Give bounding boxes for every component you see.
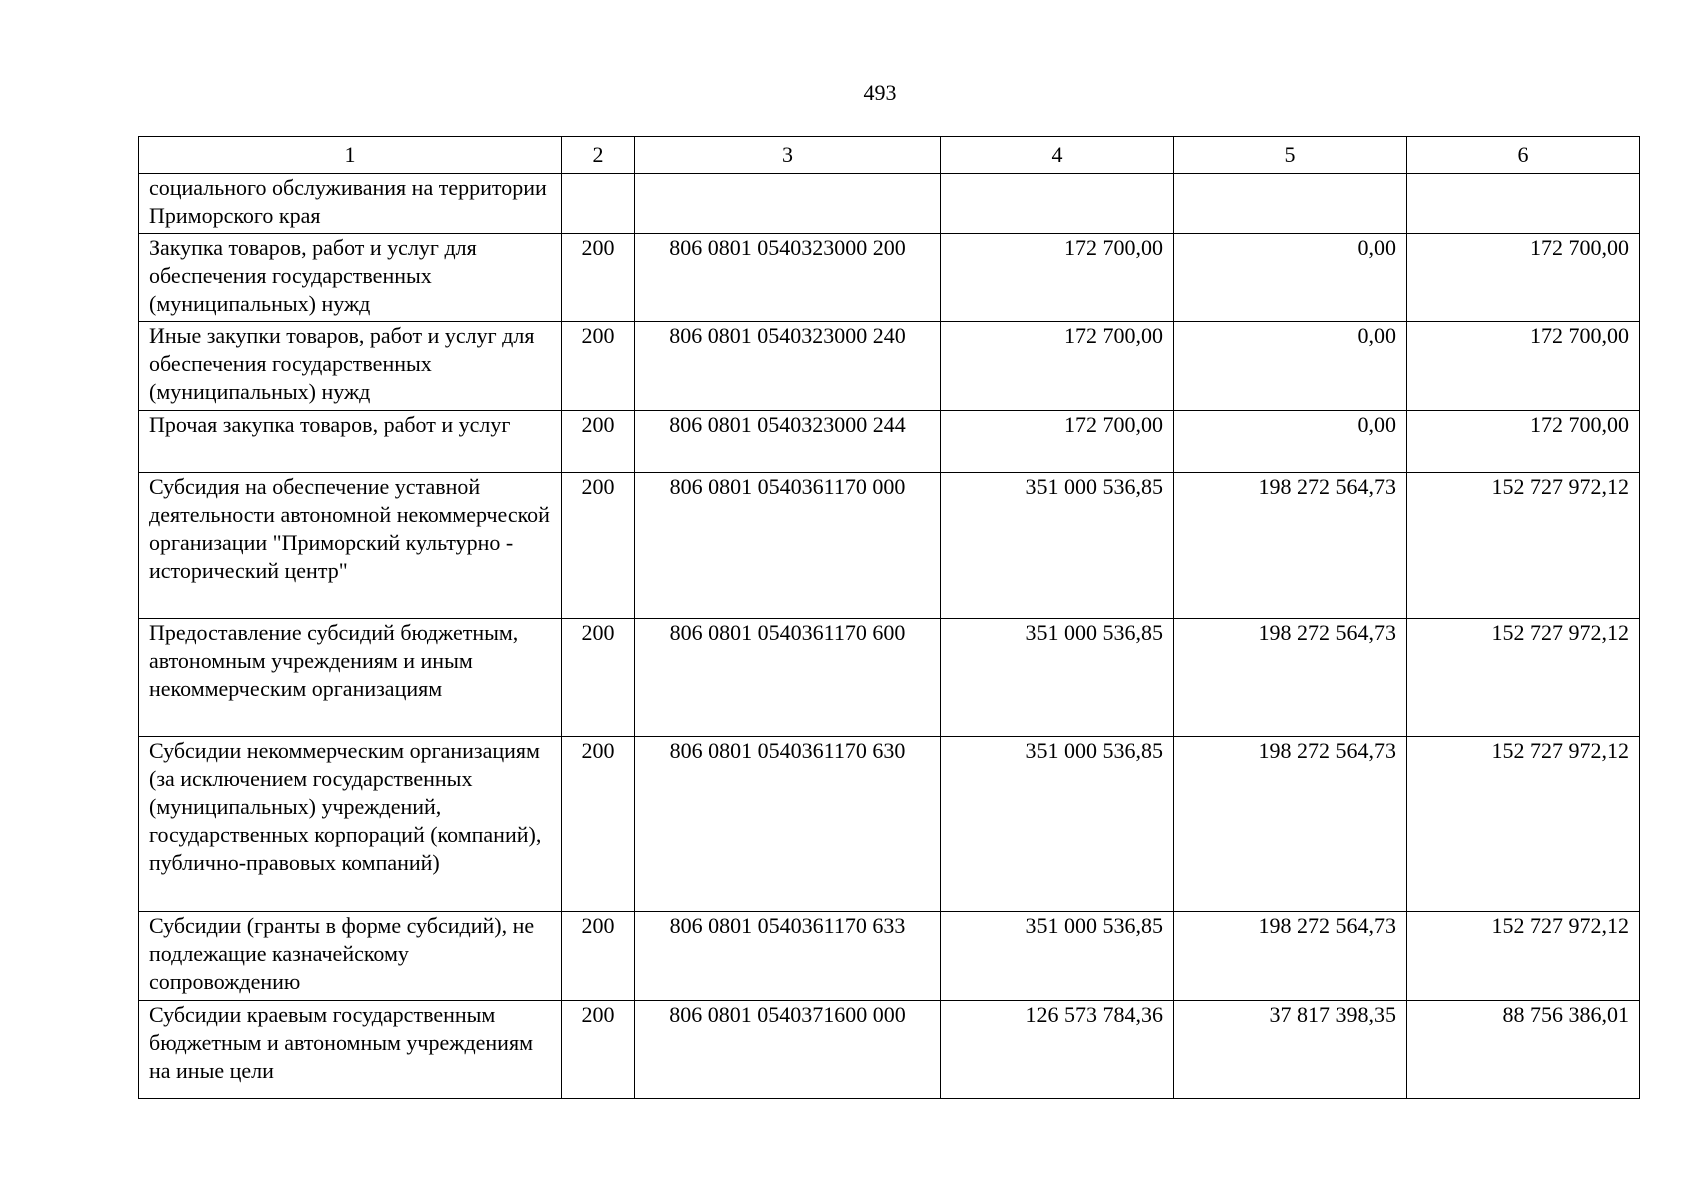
row-code <box>635 174 941 234</box>
row-col-4: 126 573 784,36 <box>941 1001 1174 1099</box>
table-row <box>139 619 1640 737</box>
row-code: 806 0801 0540361170 630 <box>635 737 941 912</box>
row-code: 806 0801 0540361170 600 <box>635 619 941 737</box>
header-col-2: 2 <box>562 137 635 174</box>
row-col-4: 351 000 536,85 <box>941 619 1174 737</box>
row-col-4: 172 700,00 <box>941 234 1174 322</box>
row-code: 806 0801 0540361170 633 <box>635 912 941 1001</box>
row-col-4: 351 000 536,85 <box>941 473 1174 619</box>
row-col-2: 200 <box>562 619 635 737</box>
row-col-4: 172 700,00 <box>941 411 1174 473</box>
row-name: Предоставление субсидий бюджетным, автономным учреждениям и иным некоммерческим организациям <box>139 619 562 737</box>
row-code: 806 0801 0540323000 244 <box>635 411 941 473</box>
row-name: Иные закупки товаров, работ и услуг для обеспечения государственных (муниципальных) нужд <box>139 322 562 411</box>
row-code: 806 0801 0540323000 200 <box>635 234 941 322</box>
header-col-3: 3 <box>635 137 941 174</box>
row-name: Субсидия на обеспечение уставной деятельности автономной некоммерческой организации "Приморский культурно - исторический центр" <box>139 473 562 619</box>
row-col-6: 152 727 972,12 <box>1407 737 1640 912</box>
header-col-4: 4 <box>941 137 1174 174</box>
table-row <box>139 912 1640 1001</box>
row-col-6: 88 756 386,01 <box>1407 1001 1640 1099</box>
row-col-4: 172 700,00 <box>941 322 1174 411</box>
row-name: социального обслуживания на территории Приморского края <box>139 174 562 234</box>
row-col-6: 152 727 972,12 <box>1407 912 1640 1001</box>
row-col-6: 152 727 972,12 <box>1407 619 1640 737</box>
row-col-2: 200 <box>562 737 635 912</box>
row-code: 806 0801 0540371600 000 <box>635 1001 941 1099</box>
row-col-4 <box>941 174 1174 234</box>
row-col-4: 351 000 536,85 <box>941 737 1174 912</box>
row-col-2: 200 <box>562 1001 635 1099</box>
table-row <box>139 234 1640 322</box>
row-col-4: 351 000 536,85 <box>941 912 1174 1001</box>
row-name: Прочая закупка товаров, работ и услуг <box>139 411 562 473</box>
row-col-5: 198 272 564,73 <box>1174 619 1407 737</box>
table-row <box>139 1001 1640 1099</box>
table-row <box>139 473 1640 619</box>
row-col-6: 172 700,00 <box>1407 234 1640 322</box>
row-col-5: 198 272 564,73 <box>1174 473 1407 619</box>
budget-table <box>138 136 1640 1099</box>
page-number: 493 <box>863 80 897 105</box>
row-name: Субсидии (гранты в форме субсидий), не подлежащие казначейскому сопровождению <box>139 912 562 1001</box>
row-col-6: 172 700,00 <box>1407 322 1640 411</box>
table-row <box>139 322 1640 411</box>
table-row <box>139 411 1640 473</box>
header-col-6: 6 <box>1407 137 1640 174</box>
row-col-2: 200 <box>562 411 635 473</box>
row-col-5: 198 272 564,73 <box>1174 737 1407 912</box>
row-col-5: 0,00 <box>1174 234 1407 322</box>
row-name: Субсидии некоммерческим организациям (за исключением государственных (муниципальных) учреждений, государственных корпораций (компаний), публично-правовых компаний) <box>139 737 562 912</box>
row-col-5 <box>1174 174 1407 234</box>
row-col-5: 0,00 <box>1174 411 1407 473</box>
header-col-5: 5 <box>1174 137 1407 174</box>
row-col-5: 198 272 564,73 <box>1174 912 1407 1001</box>
row-name: Субсидии краевым государственным бюджетным и автономным учреждениям на иные цели <box>139 1001 562 1099</box>
row-col-6: 172 700,00 <box>1407 411 1640 473</box>
row-col-2: 200 <box>562 473 635 619</box>
header-row <box>139 137 1640 174</box>
row-col-6 <box>1407 174 1640 234</box>
table-row <box>139 174 1640 234</box>
row-col-2: 200 <box>562 912 635 1001</box>
row-col-2: 200 <box>562 234 635 322</box>
row-code: 806 0801 0540361170 000 <box>635 473 941 619</box>
header-col-1: 1 <box>139 137 562 174</box>
row-col-5: 0,00 <box>1174 322 1407 411</box>
row-code: 806 0801 0540323000 240 <box>635 322 941 411</box>
row-col-2 <box>562 174 635 234</box>
row-name: Закупка товаров, работ и услуг для обеспечения государственных (муниципальных) нужд <box>139 234 562 322</box>
row-col-5: 37 817 398,35 <box>1174 1001 1407 1099</box>
row-col-6: 152 727 972,12 <box>1407 473 1640 619</box>
table-row <box>139 737 1640 912</box>
row-col-2: 200 <box>562 322 635 411</box>
